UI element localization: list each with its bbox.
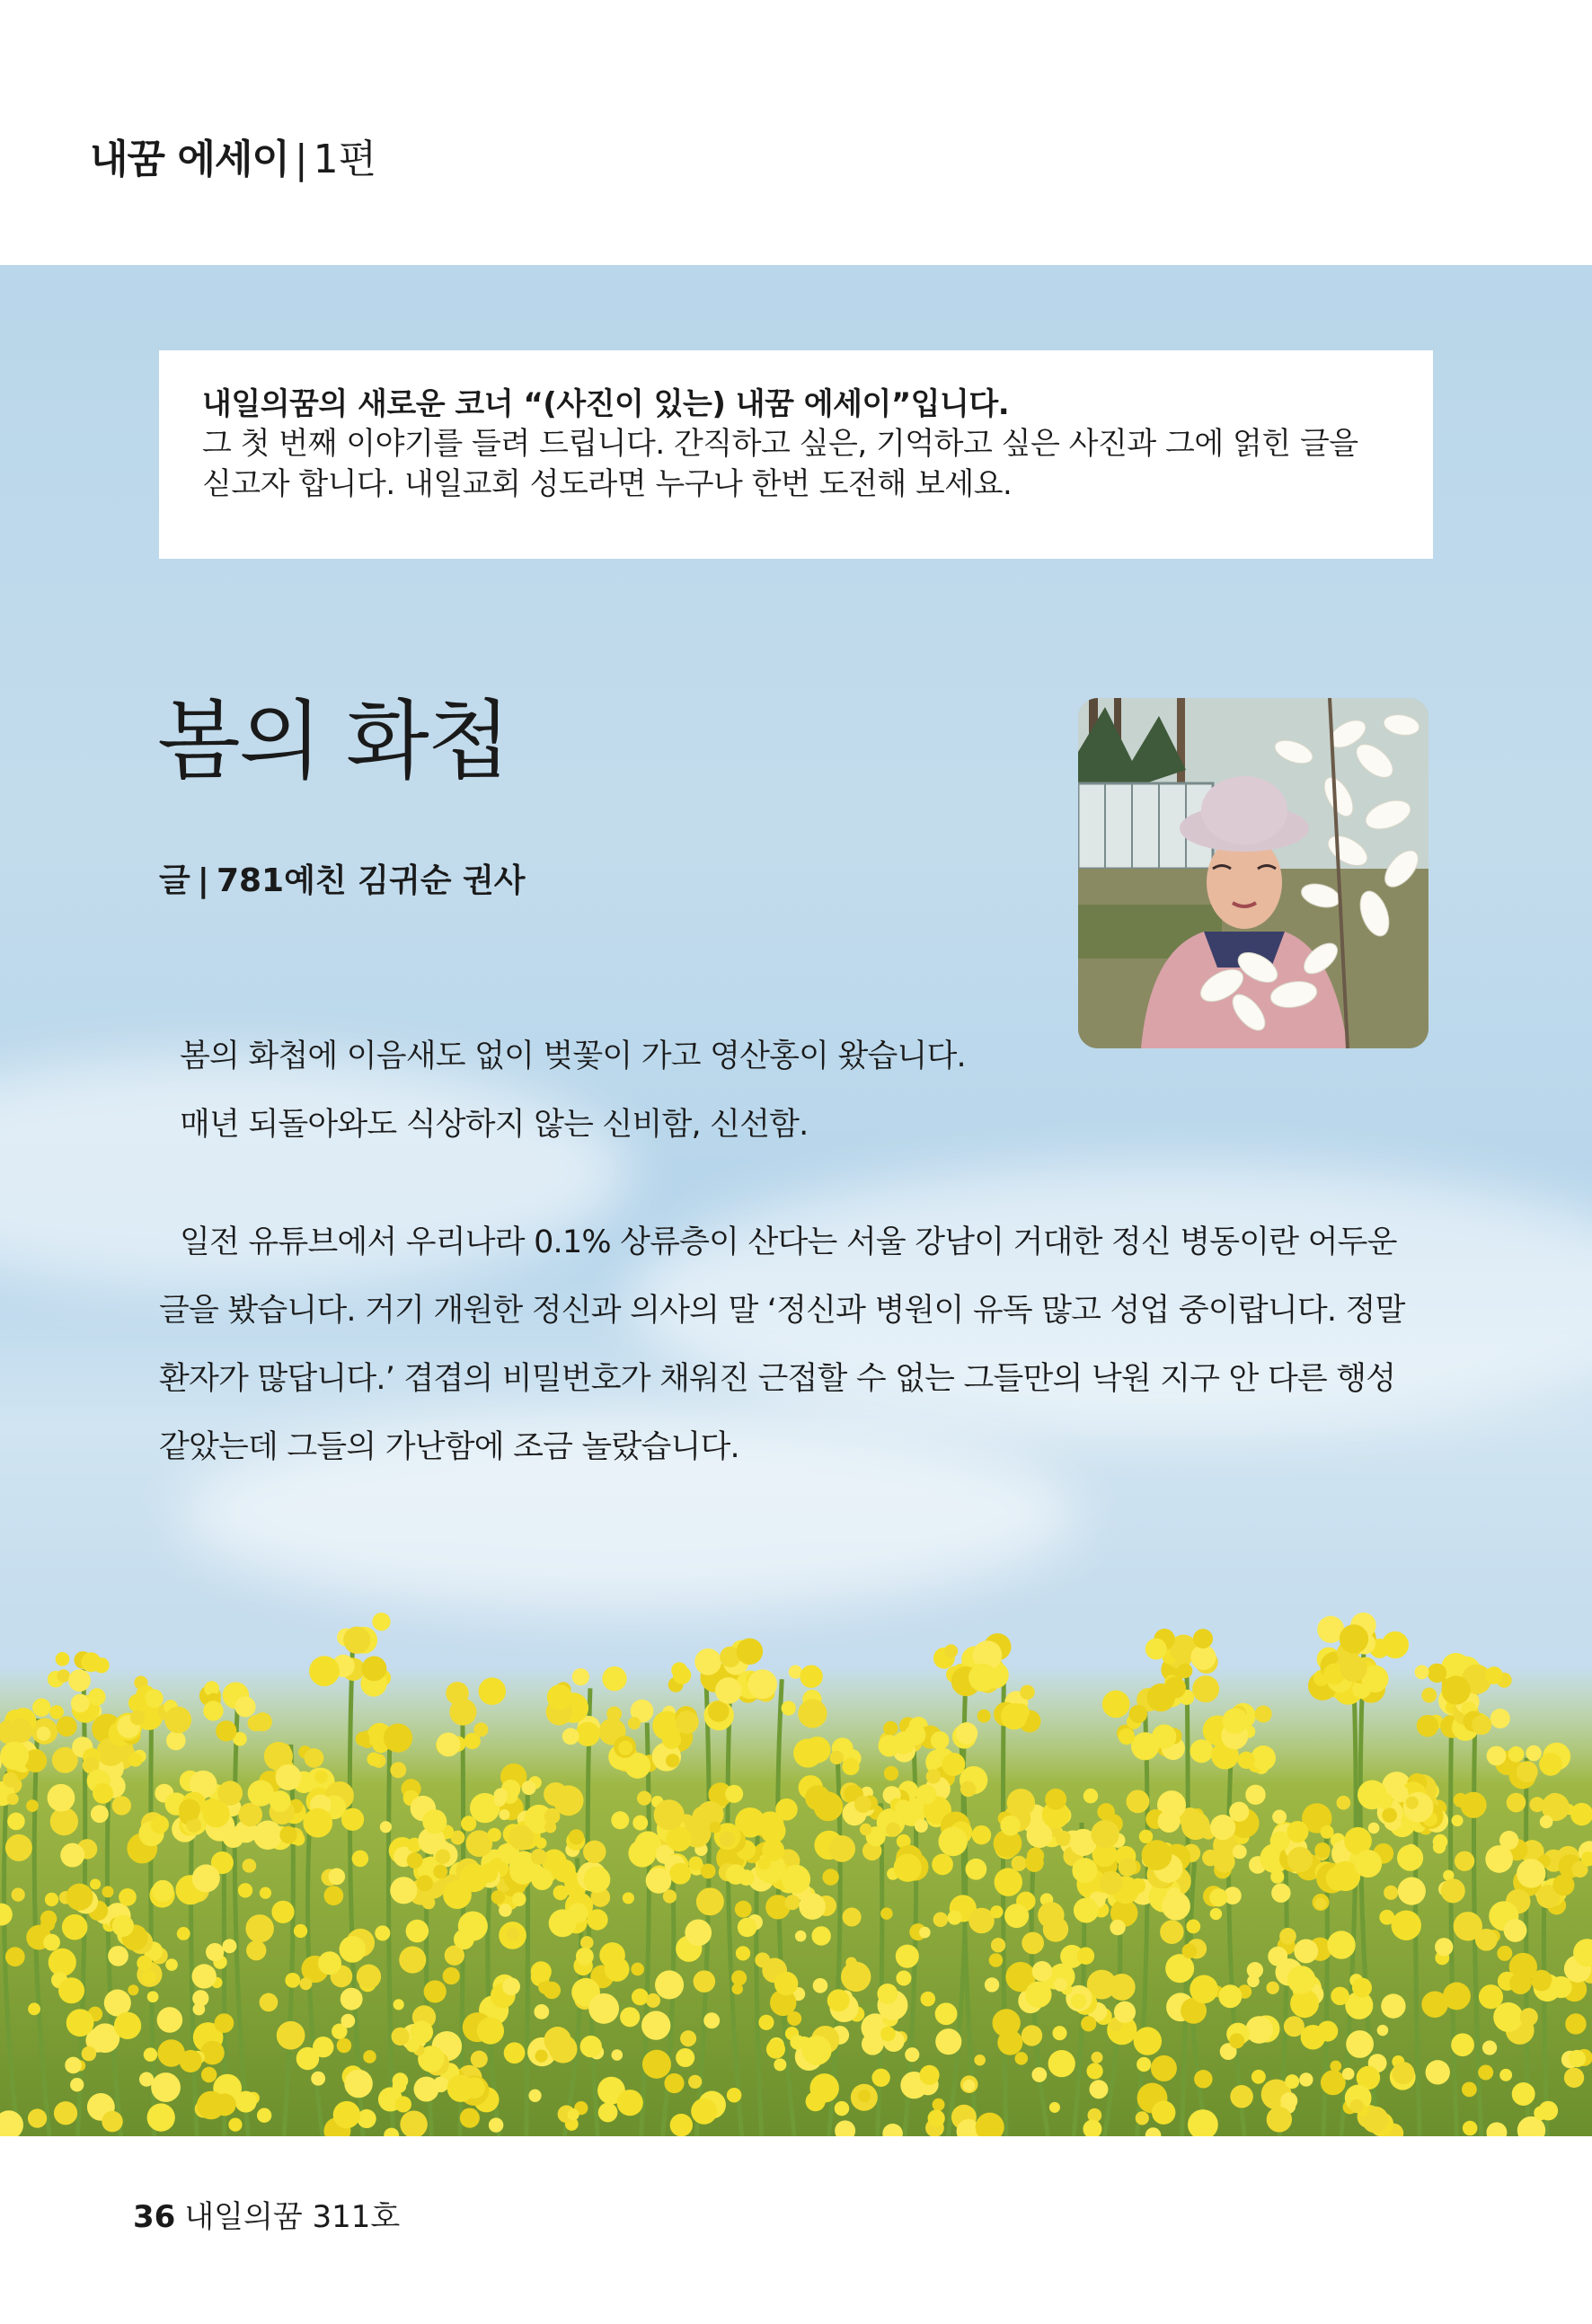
- episode-label: 1편: [313, 137, 377, 182]
- paragraph-1: [180, 1022, 966, 1159]
- byline-separator: |: [197, 862, 209, 899]
- page-footer: [133, 2196, 400, 2238]
- intro-box: [159, 350, 1433, 559]
- paragraph-1-line-2: 매년 되돌아와도 식상하지 않는 신비함, 신선함.: [180, 1107, 809, 1143]
- author-photo-illustration: [1078, 698, 1428, 1048]
- paragraph-2: 일전 유튜브에서 우리나라 0.1% 상류층이 산다는 서울 강남이 거대한 정신 병동이란 어두운 글을 봤습니다. 거기 개원한 정신과 의사의 말 ‘정신과 병원이 유독 많고 성업 중이랍니다. 정말 환자가 많답니다.’ 겹겹의 비밀번호가 채워진 근접할 수 없는 그들만의 낙원 지구 안 다른 행성 같았는데 그들의 가난함에 조금 놀랐습니다.: [159, 1224, 1405, 1465]
- page-number: 36: [133, 2199, 176, 2235]
- byline: [159, 860, 526, 903]
- paragraph-1-line-1: 봄의 화첩에 이음새도 없이 벚꽃이 가고 영산홍이 왔습니다.: [180, 1038, 966, 1074]
- section-label: [90, 133, 376, 187]
- publication-name: 내일의꿈 311호: [184, 2199, 401, 2235]
- section-name: 내꿈 에세이: [90, 137, 289, 182]
- byline-author: 781예친 김귀순 권사: [216, 862, 526, 899]
- intro-body: 그 첫 번째 이야기를 들려 드립니다. 간직하고 싶은, 기억하고 싶은 사진과 그에 얽힌 글을 싣고자 합니다. 내일교회 성도라면 누구나 한번 도전해 보세요.: [202, 426, 1358, 502]
- author-photo: [1078, 698, 1428, 1048]
- byline-prefix: 글: [159, 862, 190, 899]
- essay-title: 봄의 화첩: [157, 691, 509, 791]
- intro-title: 내일의꿈의 새로운 코너 “(사진이 있는) 내꿈 에세이”입니다.: [202, 386, 1010, 422]
- essay-panel: [0, 265, 1592, 2136]
- section-separator: |: [294, 137, 308, 182]
